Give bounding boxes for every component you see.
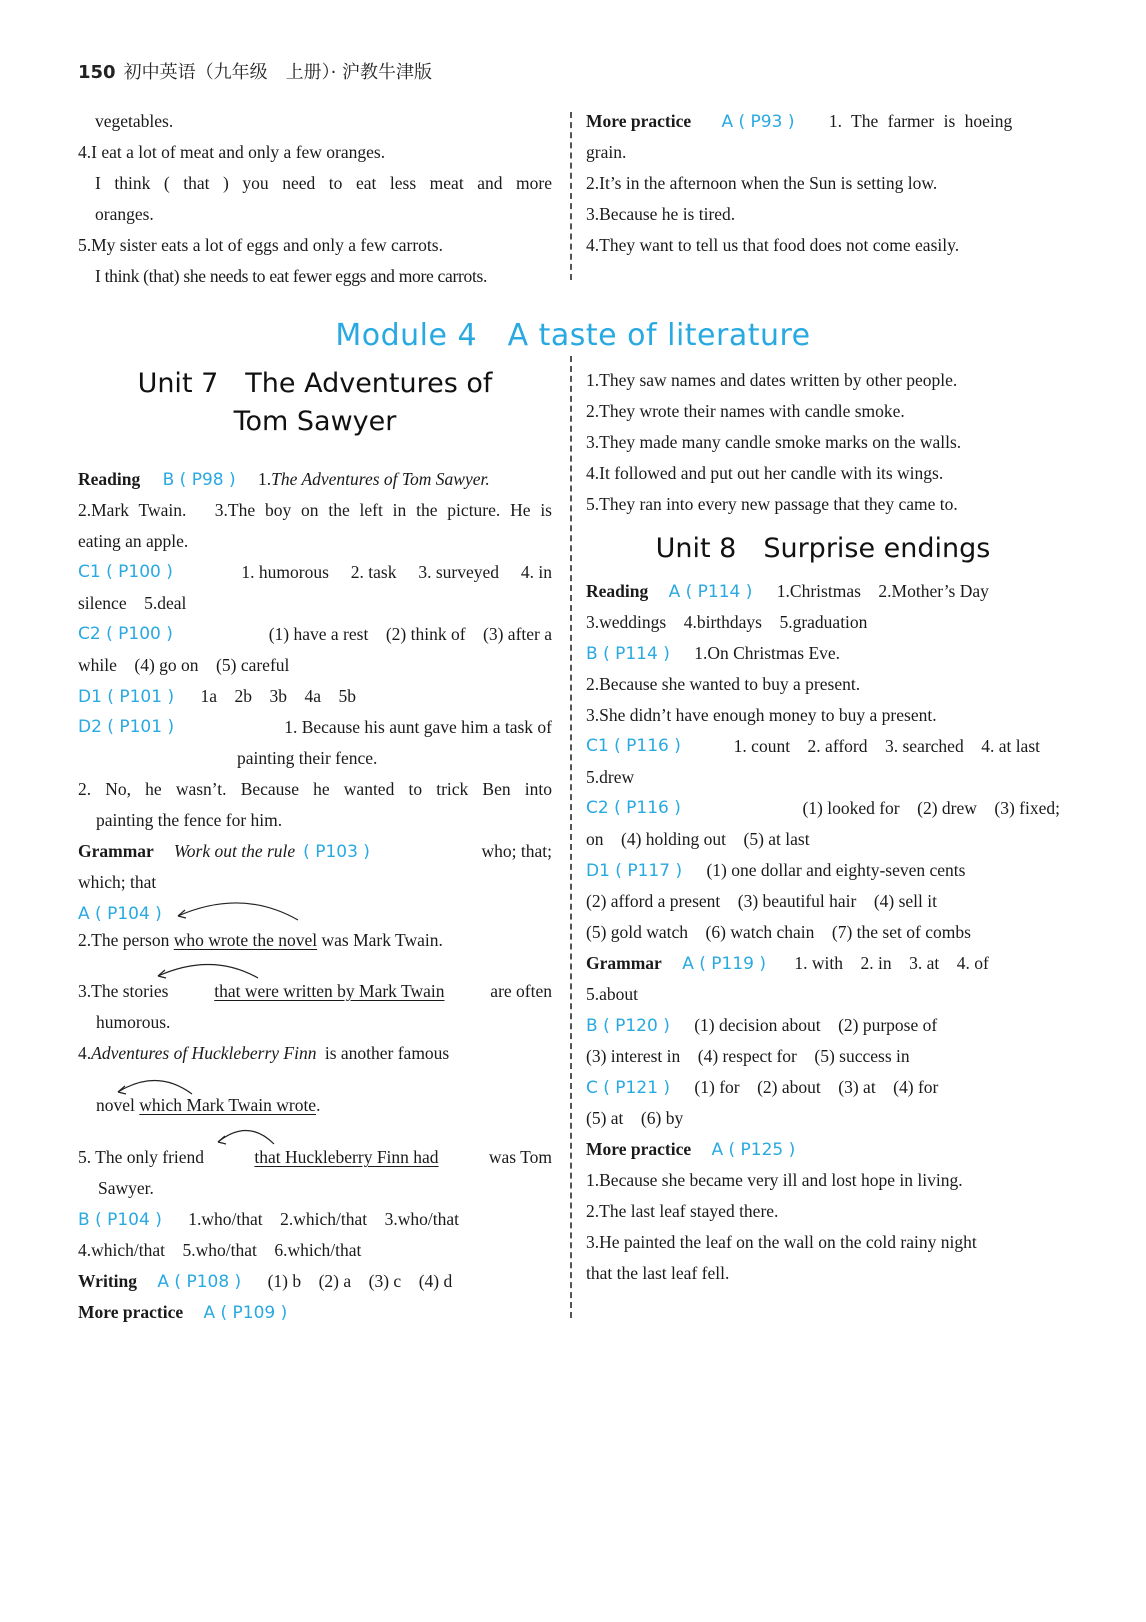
page-number: 150 (78, 62, 116, 83)
page-ref: C2 ( P100 ) (78, 624, 173, 644)
answer-text: 1a 2b 3b 4a 5b (200, 686, 357, 706)
text-line: (5) at (6) by (586, 1108, 684, 1128)
page-ref: B ( P120 ) (586, 1016, 670, 1036)
text-line: 3.They made many candle smoke marks on the walls. (586, 432, 962, 452)
page-ref: A ( P108 ) (157, 1272, 242, 1292)
text-line: 3.weddings 4.birthdays 5.graduation (586, 612, 868, 632)
underlined-clause: that Huckleberry Finn had (254, 1147, 439, 1167)
page-ref: C1 ( P116 ) (586, 736, 681, 756)
answer-text: (1) have a rest (2) think of (3) after a (268, 624, 552, 644)
page-ref: D1 ( P101 ) (78, 687, 175, 707)
sentence-text: novel (96, 1095, 135, 1115)
answer-text: 1.Christmas 2.Mother’s Day (776, 581, 989, 601)
book-title: 初中英语（九年级 上册）· 沪教牛津版 (123, 62, 433, 83)
unit7-title (78, 365, 552, 441)
underlined-clause: who wrote the novel (173, 930, 318, 950)
sentence-text: are often (490, 981, 552, 1001)
unit7-title-line2: Tom Sawyer (233, 406, 397, 437)
grammar-label: Grammar (586, 953, 662, 973)
answer-text: (1) looked for (2) drew (3) fixed; (802, 798, 1060, 818)
text-line: 1.They saw names and dates written by other people. (586, 370, 958, 390)
sentence-text: was Mark Twain. (321, 930, 443, 950)
text-line: painting the fence for him. (96, 810, 283, 830)
answer-text: 1. Because his aunt gave him a task of (284, 717, 552, 737)
more-practice-label: More practice (586, 1139, 692, 1159)
more-practice-label: More practice (586, 111, 692, 131)
text-line: 5.about (586, 984, 639, 1004)
text-line: 2. No, he wasn’t. Because he wanted to trick Ben into (78, 779, 552, 799)
underlined-clause: that were written by Mark Twain (214, 981, 445, 1001)
text-line: oranges. (95, 204, 154, 224)
text-line: while (4) go on (5) careful (78, 655, 290, 675)
sentence-text: was Tom (488, 1147, 552, 1167)
text-line: vegetables. (95, 111, 174, 131)
text-line: 1.Because she became very ill and lost hope in living. (586, 1170, 963, 1190)
book-title-italic: Adventures of Huckleberry Finn (91, 1043, 317, 1063)
sentence-text: 3.The stories (78, 981, 169, 1001)
sentence-text: 2.The person (78, 930, 170, 950)
page-ref: B ( P98 ) (162, 470, 236, 490)
answer-text: (1) b (2) a (3) c (4) d (267, 1271, 453, 1291)
text-line: humorous. (96, 1012, 171, 1032)
page-ref: A ( P125 ) (711, 1140, 796, 1160)
answer-text: 1. count 2. afford 3. searched 4. at last (733, 736, 1040, 756)
answer-text: 1. The farmer is hoeing (828, 111, 1013, 131)
text-line: eating an apple. (78, 531, 189, 551)
sentence-text: 4. (78, 1043, 92, 1063)
unit7-title-line1: Unit 7 The Adventures of (137, 368, 493, 399)
more-practice-label: More practice (78, 1302, 184, 1322)
text-line: 5.drew (586, 767, 635, 787)
sentence-text: . (316, 1095, 321, 1115)
text-line: that the last leaf fell. (586, 1263, 730, 1283)
text-line: 2.The last leaf stayed there. (586, 1201, 779, 1221)
text-line: 5.They ran into every new passage that they came to. (586, 494, 958, 514)
reading-label: Reading (586, 581, 649, 601)
unit8-title: Unit 8 Surprise endings (655, 533, 991, 564)
answer-text: 1. humorous 2. task 3. surveyed 4. in (241, 562, 552, 582)
page-ref: A ( P119 ) (682, 954, 766, 974)
page-ref: D1 ( P117 ) (586, 861, 683, 881)
reading-label: Reading (78, 469, 141, 489)
text-line: 2.They wrote their names with candle smoke. (586, 401, 905, 421)
text-line: painting their fence. (237, 748, 378, 768)
text-line: I think (that) she needs to eat fewer eggs and more carrots. (95, 266, 488, 286)
text-line: (3) interest in (4) respect for (5) success in (586, 1046, 910, 1066)
answer-text: (1) decision about (2) purpose of (694, 1015, 938, 1035)
answer-text: 1. (258, 469, 272, 489)
text-line: 2.It’s in the afternoon when the Sun is setting low. (586, 173, 938, 193)
answer-text: (1) for (2) about (3) at (4) for (694, 1077, 939, 1097)
column-divider-top (570, 112, 572, 280)
text-line: which; that (78, 872, 157, 892)
page-ref: B ( P114 ) (586, 644, 670, 664)
text-line: silence 5.deal (78, 593, 187, 613)
page-ref: A ( P93 ) (721, 112, 795, 132)
book-title-italic: The Adventures of Tom Sawyer. (271, 469, 490, 489)
text-line: 4.It followed and put out her candle with its wings. (586, 463, 944, 483)
writing-label: Writing (78, 1271, 137, 1291)
text-line: Sawyer. (98, 1178, 154, 1198)
text-line: 4.which/that 5.who/that 6.which/that (78, 1240, 362, 1260)
page-ref: A ( P109 ) (203, 1303, 288, 1323)
text-line: 2.Mark Twain. 3.The boy on the left in the picture. He is (78, 500, 552, 520)
text-line: 3.She didn’t have enough money to buy a present. (586, 705, 937, 725)
text-line: 4.I eat a lot of meat and only a few oranges. (78, 142, 386, 162)
text-line: I think ( that ) you need to eat less meat and more (95, 173, 552, 193)
relative-clause-arrow (212, 1124, 278, 1148)
answer-text: who; that; (481, 841, 552, 861)
underlined-clause: which Mark Twain wrote (139, 1095, 317, 1115)
sentence-text: 5. The only friend (78, 1147, 205, 1167)
text-line: (2) afford a present (3) beautiful hair (4) sell it (586, 891, 938, 911)
sentence-text: is another famous (324, 1043, 450, 1063)
page-header (78, 58, 432, 84)
page-ref: A ( P104 ) (78, 904, 162, 924)
column-divider-main (570, 356, 572, 1318)
answer-text: 1. with 2. in 3. at 4. of (794, 953, 989, 973)
text-line: (5) gold watch (6) watch chain (7) the set of combs (586, 922, 971, 942)
text-line: 2.Because she wanted to buy a present. (586, 674, 861, 694)
page-ref: D2 ( P101 ) (78, 717, 175, 737)
answer-text: 1.who/that 2.which/that 3.who/that (188, 1209, 459, 1229)
page-ref: ( P103 ) (303, 842, 370, 862)
text-line: on (4) holding out (5) at last (586, 829, 810, 849)
rule-italic: Work out the rule (173, 841, 296, 861)
text-line: 4.They want to tell us that food does not come easily. (586, 235, 960, 255)
page-ref: A ( P114 ) (668, 582, 753, 602)
text-line: 3.He painted the leaf on the wall on the cold rainy night (586, 1232, 977, 1252)
answer-text: (1) one dollar and eighty-seven cents (706, 860, 966, 880)
text-line: grain. (586, 142, 627, 162)
page-ref: C ( P121 ) (586, 1078, 671, 1098)
text-line: 5.My sister eats a lot of eggs and only a few carrots. (78, 235, 443, 255)
text-line: 3.Because he is tired. (586, 204, 736, 224)
module-title: Module 4 A taste of literature (335, 318, 811, 353)
page-ref: C1 ( P100 ) (78, 562, 173, 582)
page-ref: C2 ( P116 ) (586, 798, 681, 818)
page-ref: B ( P104 ) (78, 1210, 162, 1230)
grammar-label: Grammar (78, 841, 154, 861)
relative-clause-arrow (152, 958, 262, 982)
relative-clause-arrow (172, 894, 302, 926)
answer-text: 1.On Christmas Eve. (694, 643, 841, 663)
